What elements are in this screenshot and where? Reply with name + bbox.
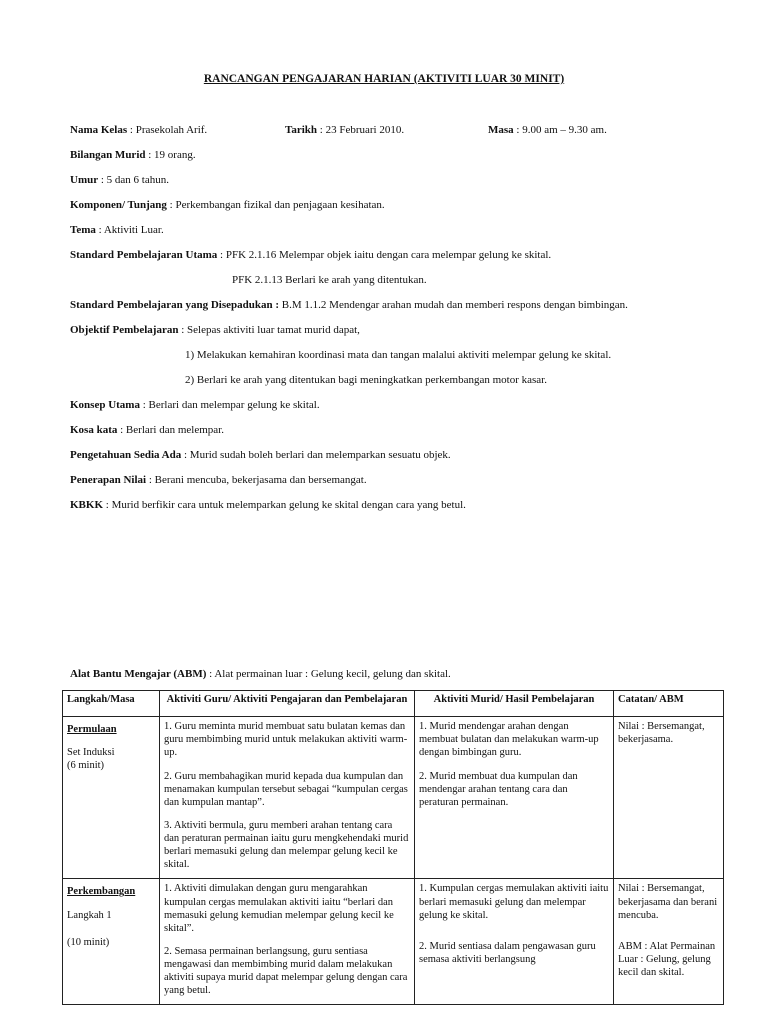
student-activity-cell: [415, 717, 614, 879]
teacher-activity-item: 1. Aktiviti dimulakan dengan guru mengarahkan kumpulan cergas memulakan aktiviti iaitu “berlari dan memasuki gelung kemudian melempar gelung kecil ke skital”.: [164, 883, 394, 934]
step-cell: [63, 717, 160, 879]
student-activity-cell: [415, 879, 614, 1005]
notes-item: ABM : Alat Permainan Luar : Gelung, gelung kecil dan skital.: [618, 940, 716, 978]
masa-value: : 9.00 am – 9.30 am.: [513, 124, 607, 136]
kosa-kata-label: Kosa kata: [70, 424, 118, 436]
nama-kelas-line: [70, 124, 207, 138]
objektif-item-1: 1) Melakukan kemahiran koordinasi mata dan tangan malalui aktiviti melempar gelung ke skital.: [185, 349, 612, 361]
komponen-label: Komponen/ Tunjang: [70, 199, 167, 211]
table-row: [63, 717, 724, 879]
notes-item: Nilai : Bersemangat, bekerjasama.: [618, 721, 705, 746]
nilai-label: Penerapan Nilai: [70, 474, 147, 486]
komponen-line: [70, 199, 385, 213]
teacher-activity-cell: [160, 717, 415, 879]
spu-line-2: PFK 2.1.13 Berlari ke arah yang ditentukan.: [232, 274, 427, 286]
phase-label: Permulaan: [67, 724, 117, 736]
nilai-line: [70, 474, 367, 488]
kosa-kata-line: [70, 424, 224, 438]
bilangan-line: [70, 149, 196, 163]
header-aktiviti-guru: Aktiviti Guru/ Aktiviti Pengajaran dan Pembelajaran: [160, 691, 415, 717]
spd-value: B.M 1.1.2 Mendengar arahan mudah dan memberi respons dengan bimbingan.: [279, 299, 628, 311]
table-header-row: [63, 691, 724, 717]
notes-item: Nilai : Bersemangat, bekerjasama dan berani mencuba.: [618, 883, 718, 921]
spu-value: : PFK 2.1.16 Melempar objek iaitu dengan cara melempar gelung ke skital.: [217, 249, 552, 261]
nilai-value: : Berani mencuba, bekerjasama dan bersemangat.: [146, 474, 367, 486]
kbkk-value: : Murid berfikir cara untuk melemparkan gelung ke skital dengan cara yang betul.: [103, 499, 466, 511]
objektif-value: : Selepas aktiviti luar tamat murid dapat,: [178, 324, 360, 336]
masa-label: Masa: [488, 124, 514, 136]
step-label: Set Induksi: [67, 747, 115, 759]
notes-cell: [614, 717, 724, 879]
nama-kelas-label: Nama Kelas: [70, 124, 128, 136]
umur-label: Umur: [70, 174, 99, 186]
pengetahuan-line: [70, 449, 451, 463]
konsep-line: [70, 399, 320, 413]
step-label: Langkah 1: [67, 909, 112, 921]
notes-cell: [614, 879, 724, 1005]
document-title: RANCANGAN PENGAJARAN HARIAN (AKTIVITI LUAR 30 MINIT): [203, 73, 565, 85]
header-langkah: Langkah/Masa: [63, 691, 160, 717]
student-activity-item: 2. Murid sentiasa dalam pengawasan guru semasa aktiviti berlangsung: [419, 940, 596, 965]
tarikh-value: : 23 Februari 2010.: [317, 124, 405, 136]
table-row: [63, 879, 724, 1005]
spd-label: Standard Pembelajaran yang Disepadukan :: [70, 299, 280, 311]
tema-value: : Aktiviti Luar.: [95, 224, 164, 236]
student-activity-item: 1. Murid mendengar arahan dengan membuat bulatan dan melakukan warm-up dengan bimbingan guru.: [419, 721, 599, 759]
kosa-kata-value: : Berlari dan melempar.: [117, 424, 224, 436]
kbkk-line: [70, 499, 466, 513]
objektif-label: Objektif Pembelajaran: [70, 324, 179, 336]
spu-line: [70, 249, 551, 263]
lesson-table: [62, 690, 724, 1005]
bilangan-label: Bilangan Murid: [70, 149, 146, 161]
student-activity-item: 1. Kumpulan cergas memulakan aktiviti iaitu berlari memasuki gelung dan melempar gelung ke skital.: [419, 883, 609, 921]
objektif-item-2: 2) Berlari ke arah yang ditentukan bagi meningkatkan perkembangan motor kasar.: [185, 374, 547, 386]
teacher-activity-item: 3. Aktiviti bermula, guru memberi arahan tentang cara dan peraturan permainan iaitu guru mengkehendaki murid berlari memasuki gelung dan melempar gelung kecil ke skital.: [164, 819, 409, 871]
abm-label: Alat Bantu Mengajar (ABM): [70, 668, 207, 680]
header-aktiviti-murid: Aktiviti Murid/ Hasil Pembelajaran: [415, 691, 614, 717]
umur-line: [70, 174, 169, 188]
abm-line: [70, 668, 451, 682]
phase-label: Perkembangan: [67, 886, 136, 898]
step-duration: (10 minit): [67, 936, 110, 948]
teacher-activity-item: 1. Guru meminta murid membuat satu bulatan kemas dan guru membimbing murid untuk melakukan aktiviti warm-up.: [164, 721, 408, 759]
step-duration: (6 minit): [67, 760, 105, 772]
masa-line: [488, 124, 607, 138]
tema-label: Tema: [70, 224, 96, 236]
teacher-activity-item: 2. Semasa permainan berlangsung, guru sentiasa mengawasi dan membimbing murid dalam melakukan aktiviti supaya murid dapat melempar gelung dengan cara yang betul.: [164, 945, 408, 997]
tema-line: [70, 224, 164, 238]
header-catatan: Catatan/ ABM: [614, 691, 724, 717]
step-cell: [63, 879, 160, 1005]
tarikh-label: Tarikh: [285, 124, 318, 136]
lesson-table-wrapper: [62, 690, 723, 1005]
spd-line: [70, 299, 628, 313]
student-activity-item: 2. Murid membuat dua kumpulan dan mendengar arahan tentang cara dan peraturan permainan.: [419, 770, 578, 808]
teacher-activity-cell: [160, 879, 415, 1005]
pengetahuan-label: Pengetahuan Sedia Ada: [70, 449, 182, 461]
konsep-label: Konsep Utama: [70, 399, 140, 411]
teacher-activity-item: 2. Guru membahagikan murid kepada dua kumpulan dan menamakan kumpulan tersebut sebagai “kumpulan cergas dan kumpulan mantap”.: [164, 770, 408, 808]
umur-value: : 5 dan 6 tahun.: [98, 174, 169, 186]
pengetahuan-value: : Murid sudah boleh berlari dan melemparkan sesuatu objek.: [181, 449, 451, 461]
objektif-line: [70, 324, 360, 338]
bilangan-value: : 19 orang.: [145, 149, 196, 161]
nama-kelas-value: : Prasekolah Arif.: [127, 124, 208, 136]
tarikh-line: [285, 124, 404, 138]
konsep-value: : Berlari dan melempar gelung ke skital.: [139, 399, 320, 411]
abm-value: : Alat permainan luar : Gelung kecil, gelung dan skital.: [206, 668, 451, 680]
spu-label: Standard Pembelajaran Utama: [70, 249, 218, 261]
kbkk-label: KBKK: [70, 499, 104, 511]
komponen-value: : Perkembangan fizikal dan penjagaan kesihatan.: [166, 199, 385, 211]
